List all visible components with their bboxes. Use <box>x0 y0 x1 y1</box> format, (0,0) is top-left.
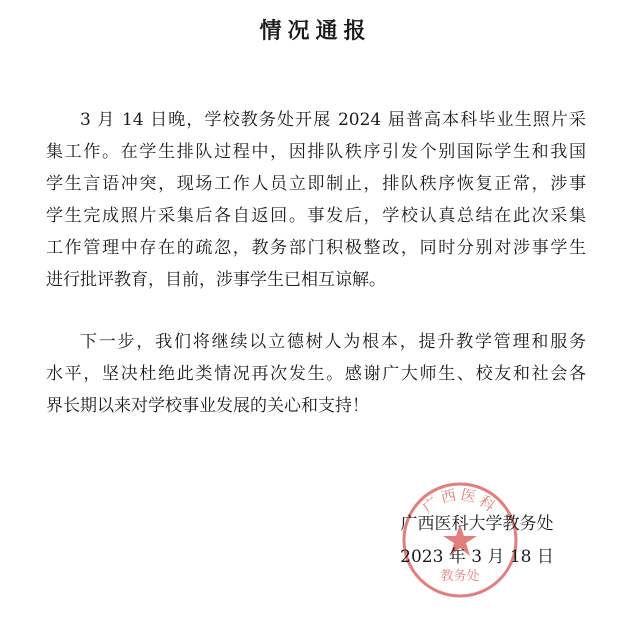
svg-text:广西医科: 广西医科 <box>419 485 501 518</box>
body-paragraph-2 <box>46 326 586 422</box>
paragraph-line: 3 月 14 日晚，学校教务处开展 2024 届普高本科毕业生照片采 <box>80 110 586 130</box>
paragraph-line: 水平，坚决杜绝此类情况再次发生。感谢广大师生、校友和社会各 <box>46 364 586 384</box>
issuing-organization: 广西医科大学教务处 <box>400 514 554 534</box>
paragraph-line: 下一步，我们将继续以立德树人为根本，提升教学管理和服务 <box>80 332 586 352</box>
paragraph-line: 学生言语冲突，现场工作人员立即制止，排队秩序恢复正常，涉事 <box>46 174 586 194</box>
paragraph-line: 工作管理中存在的疏忽，教务部门积极整改，同时分别对涉事学生 <box>46 238 586 258</box>
paragraph-line: 集工作。在学生排队过程中，因排队秩序引发个别国际学生和我国 <box>46 142 586 162</box>
svg-text:教务处: 教务处 <box>440 569 480 584</box>
paragraph-line: 学生完成照片采集后各自返回。事发后，学校认真总结在此次采集 <box>46 206 586 226</box>
paragraph-line: 进行批评教育，目前，涉事学生已相互谅解。 <box>46 270 386 290</box>
body-paragraph-1 <box>46 104 586 296</box>
signature-block <box>372 508 582 574</box>
paragraph-line: 界长期以来对学校事业发展的关心和支持！ <box>46 396 369 416</box>
document-title: 情况通报 <box>259 18 372 44</box>
issue-date: 2023 年 3 月 18 日 <box>400 547 554 567</box>
